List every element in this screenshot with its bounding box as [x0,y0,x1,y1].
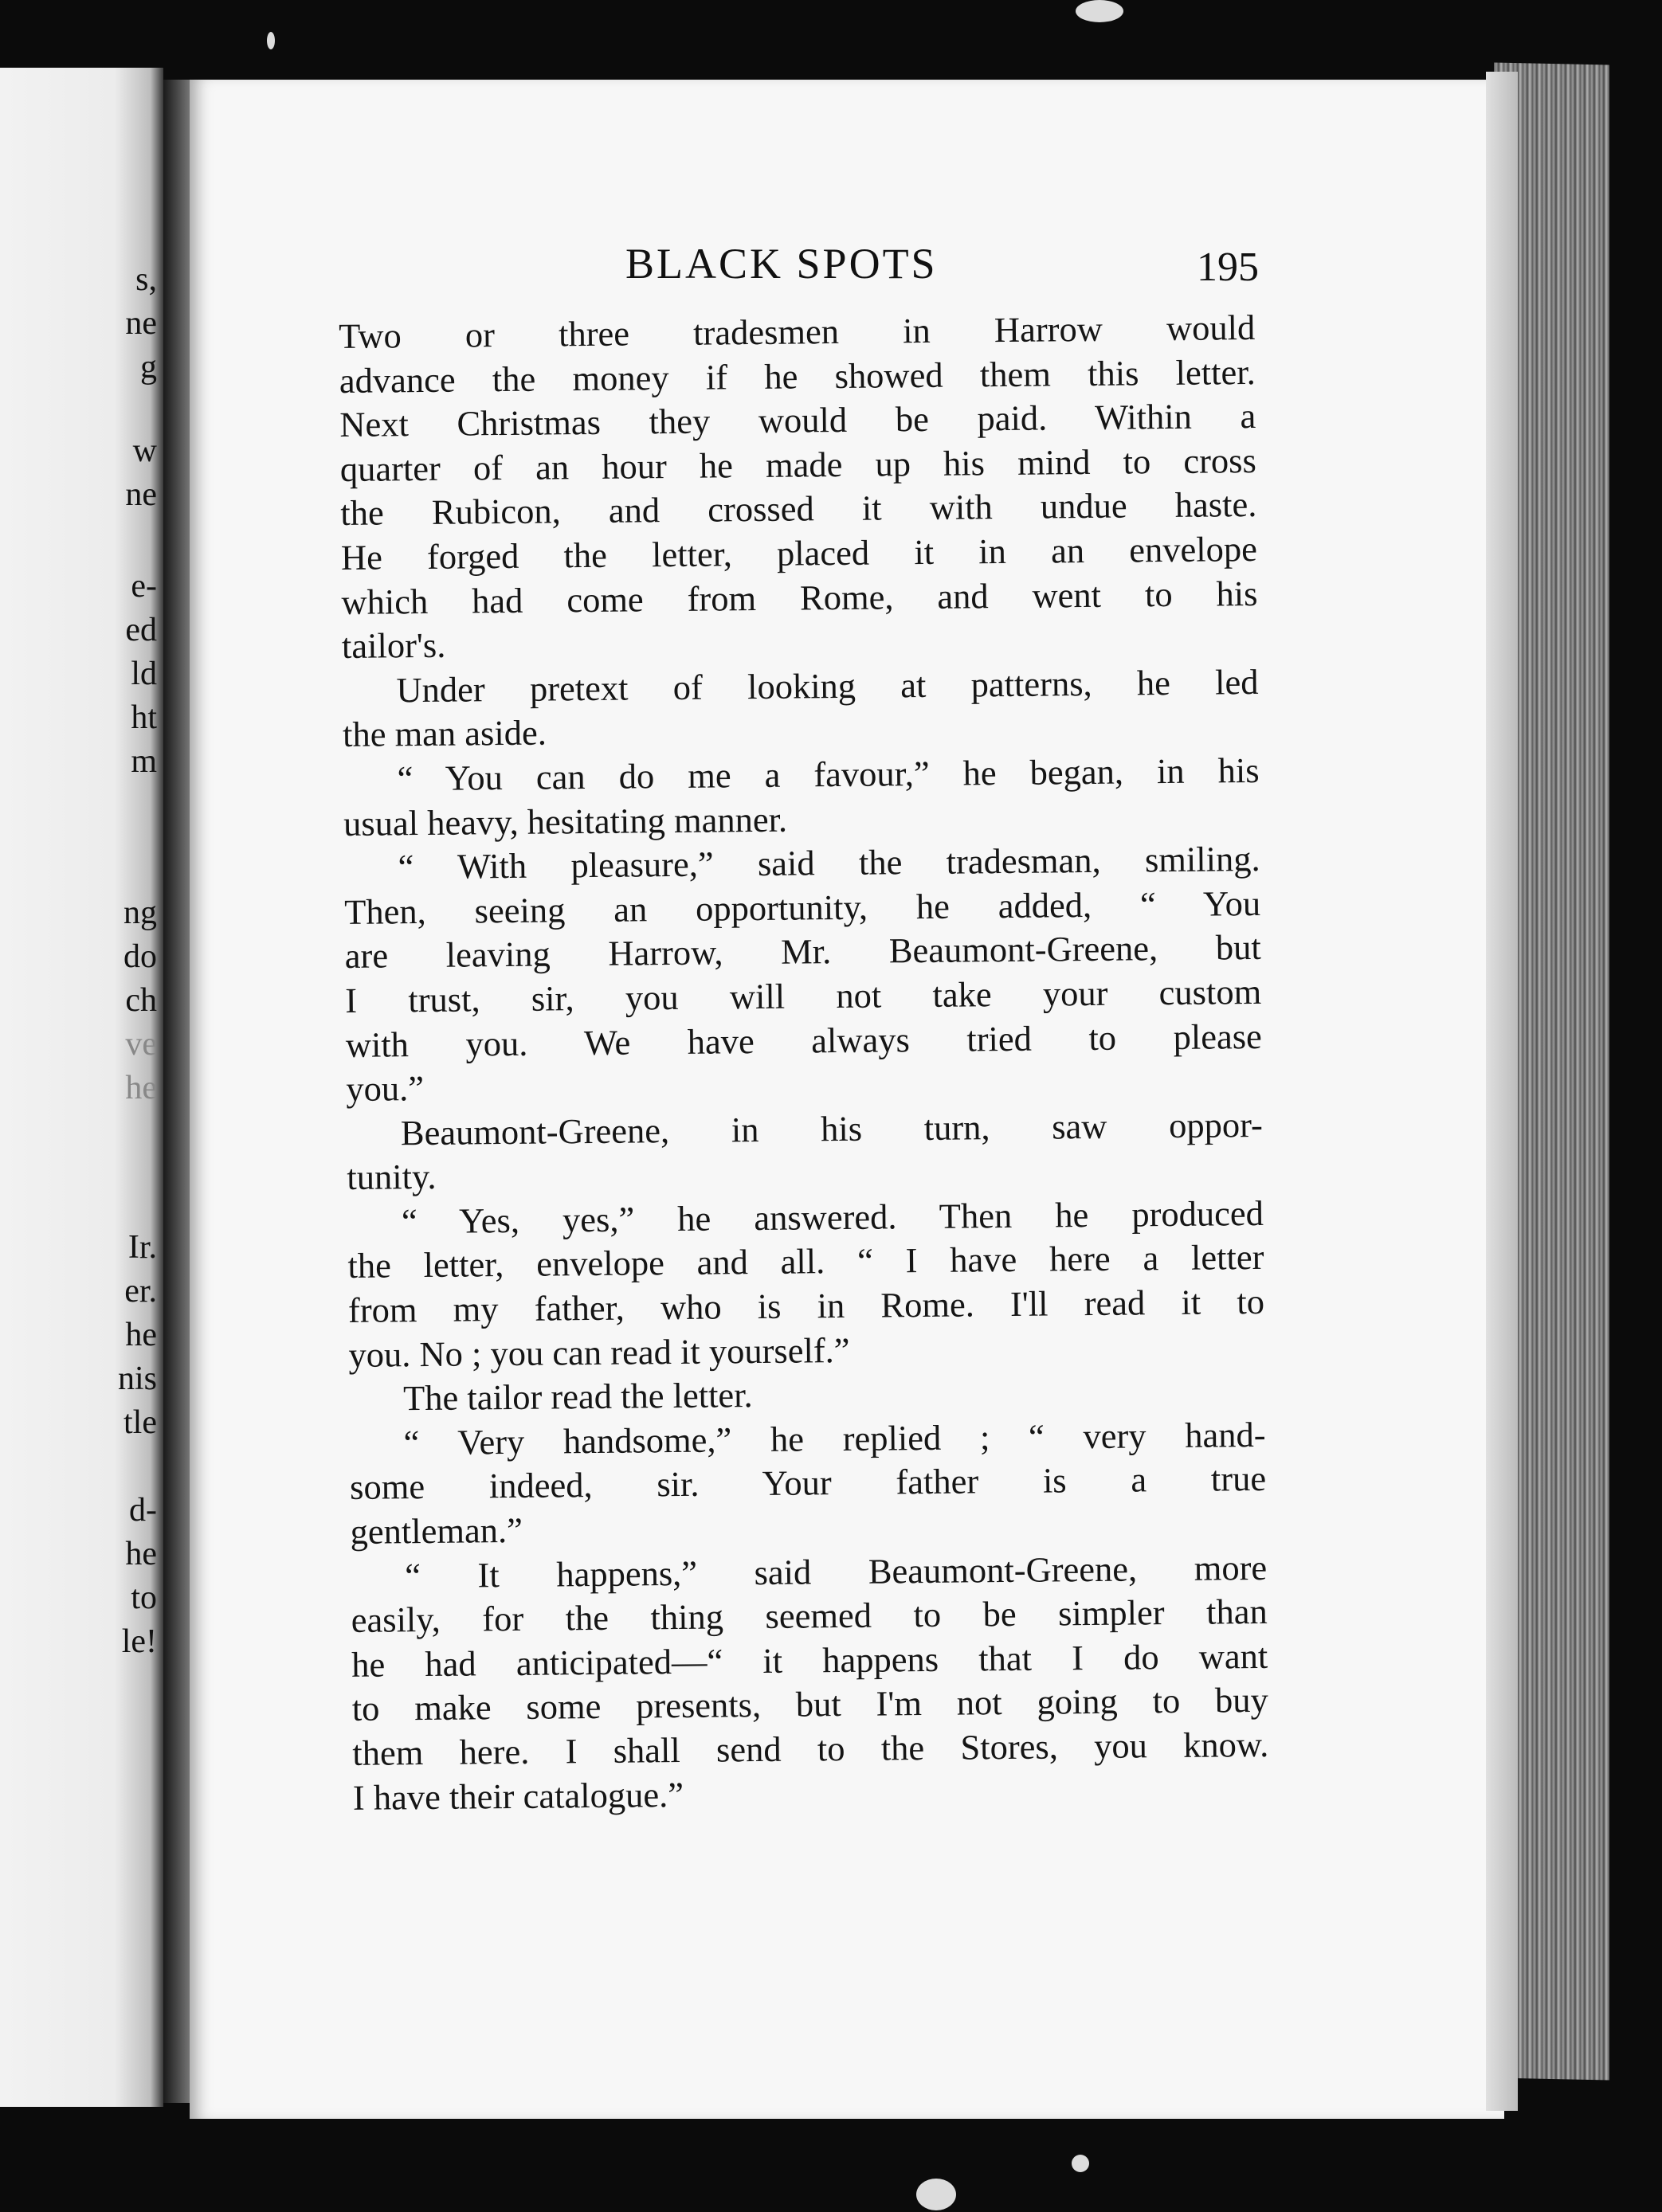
text-line: tunity. [347,1157,437,1198]
text-line: The tailor read the letter. [402,1375,753,1419]
text-line: the letter, envelope and all. “ I have here a letter [347,1237,1264,1286]
body-text [339,306,1269,1820]
text-line: I trust, sir, you will not take your custom [345,971,1262,1020]
text-line: “ It happens,” said Beaumont-Greene, more [404,1547,1268,1595]
left-page-fragment: he [125,1536,157,1572]
left-page-fragment: ve [125,1026,157,1063]
left-page-fragment: ch [125,982,157,1019]
left-page-fragment: w [132,433,157,469]
text-line: gentleman.” [350,1509,523,1552]
left-page-fragment: ne [125,476,157,513]
left-page-fragment: ht [131,699,157,736]
left-page-fragment: ng [123,895,157,931]
text-line: “ Very handsome,” he replied ; “ very hand- [403,1414,1266,1463]
left-page-fragment: er. [124,1273,157,1310]
text-line: them here. I shall send to the Stores, you know. [352,1724,1269,1773]
left-page-fragment: s, [135,261,157,298]
left-page-fragment: ne [125,305,157,342]
left-page-fragment: tle [123,1404,157,1441]
left-page-fragment: ld [131,656,157,692]
left-page-fragment: he [125,1317,157,1353]
left-page-fragment: d- [129,1492,157,1529]
text-line: the man aside. [342,712,547,755]
text-line: with you. We have always tried to please [345,1016,1262,1065]
left-page-fragment: to [131,1580,157,1616]
text-line: you.” [346,1068,425,1110]
dust-speck [916,2179,956,2210]
left-page-fragment: he [125,1070,157,1106]
text-line: Two or three tradesmen in Harrow would [339,307,1256,356]
text-line: Beaumont-Greene, in his turn, saw oppor- [400,1104,1264,1153]
left-page [0,68,163,2107]
text-line: usual heavy, hesitating manner. [343,799,788,844]
text-line: are leaving Harrow, Mr. Beaumont-Greene, but [344,927,1261,977]
text-line: easily, for the thing seemed to be simpler than [351,1591,1268,1641]
text-line: “ With pleasure,” said the tradesman, smiling. [398,839,1260,887]
text-line: “ Yes, yes,” he answered. Then he produced [401,1192,1264,1242]
dust-speck [1076,0,1123,22]
text-line: advance the money if he showed them this letter. [339,351,1256,401]
left-page-fragment: e- [131,568,157,605]
page-header [343,239,1259,295]
dust-speck [1072,2155,1089,2172]
text-line: tailor's. [341,624,446,667]
text-line: some indeed, sir. Your father is a true [349,1458,1267,1508]
text-line: from my father, who is in Rome. I'll read it to [347,1281,1265,1331]
text-line: Next Christmas they would be paid. Within a [339,396,1256,445]
left-page-fragment: m [131,743,157,780]
left-page-fragment: g [140,349,157,386]
left-page-fragment: le! [121,1623,157,1660]
text-line: you. No ; you can read it yourself.” [348,1329,850,1375]
text-line: Under pretext of looking at patterns, he led [396,661,1259,711]
dust-speck [267,32,275,49]
text-line: which had come from Rome, and went to his [341,573,1258,622]
left-page-fragment: nis [117,1360,157,1397]
text-line: “ You can do me a favour,” he began, in his [397,750,1260,799]
page-number: 195 [1197,245,1259,290]
text-line: Then, seeing an opportunity, he added, “ You [343,883,1261,932]
left-page-fragment: Ir. [127,1229,157,1266]
running-head: BLACK SPOTS [625,240,938,288]
text-line: He forged the letter, placed it in an envelope [340,528,1258,577]
text-line: he had anticipated—“ it happens that I do want [351,1635,1268,1685]
text-line: quarter of an hour he made up his mind to cross [339,440,1257,489]
text-line: to make some presents, but I'm not going to buy [351,1680,1268,1729]
text-line: I have their catalogue.” [352,1774,684,1818]
text-line: the Rubicon, and crossed it with undue haste. [340,484,1257,534]
left-page-fragment: ed [125,612,157,648]
left-page-fragment: do [123,938,157,975]
page-edge-shadow [1486,72,1518,2111]
